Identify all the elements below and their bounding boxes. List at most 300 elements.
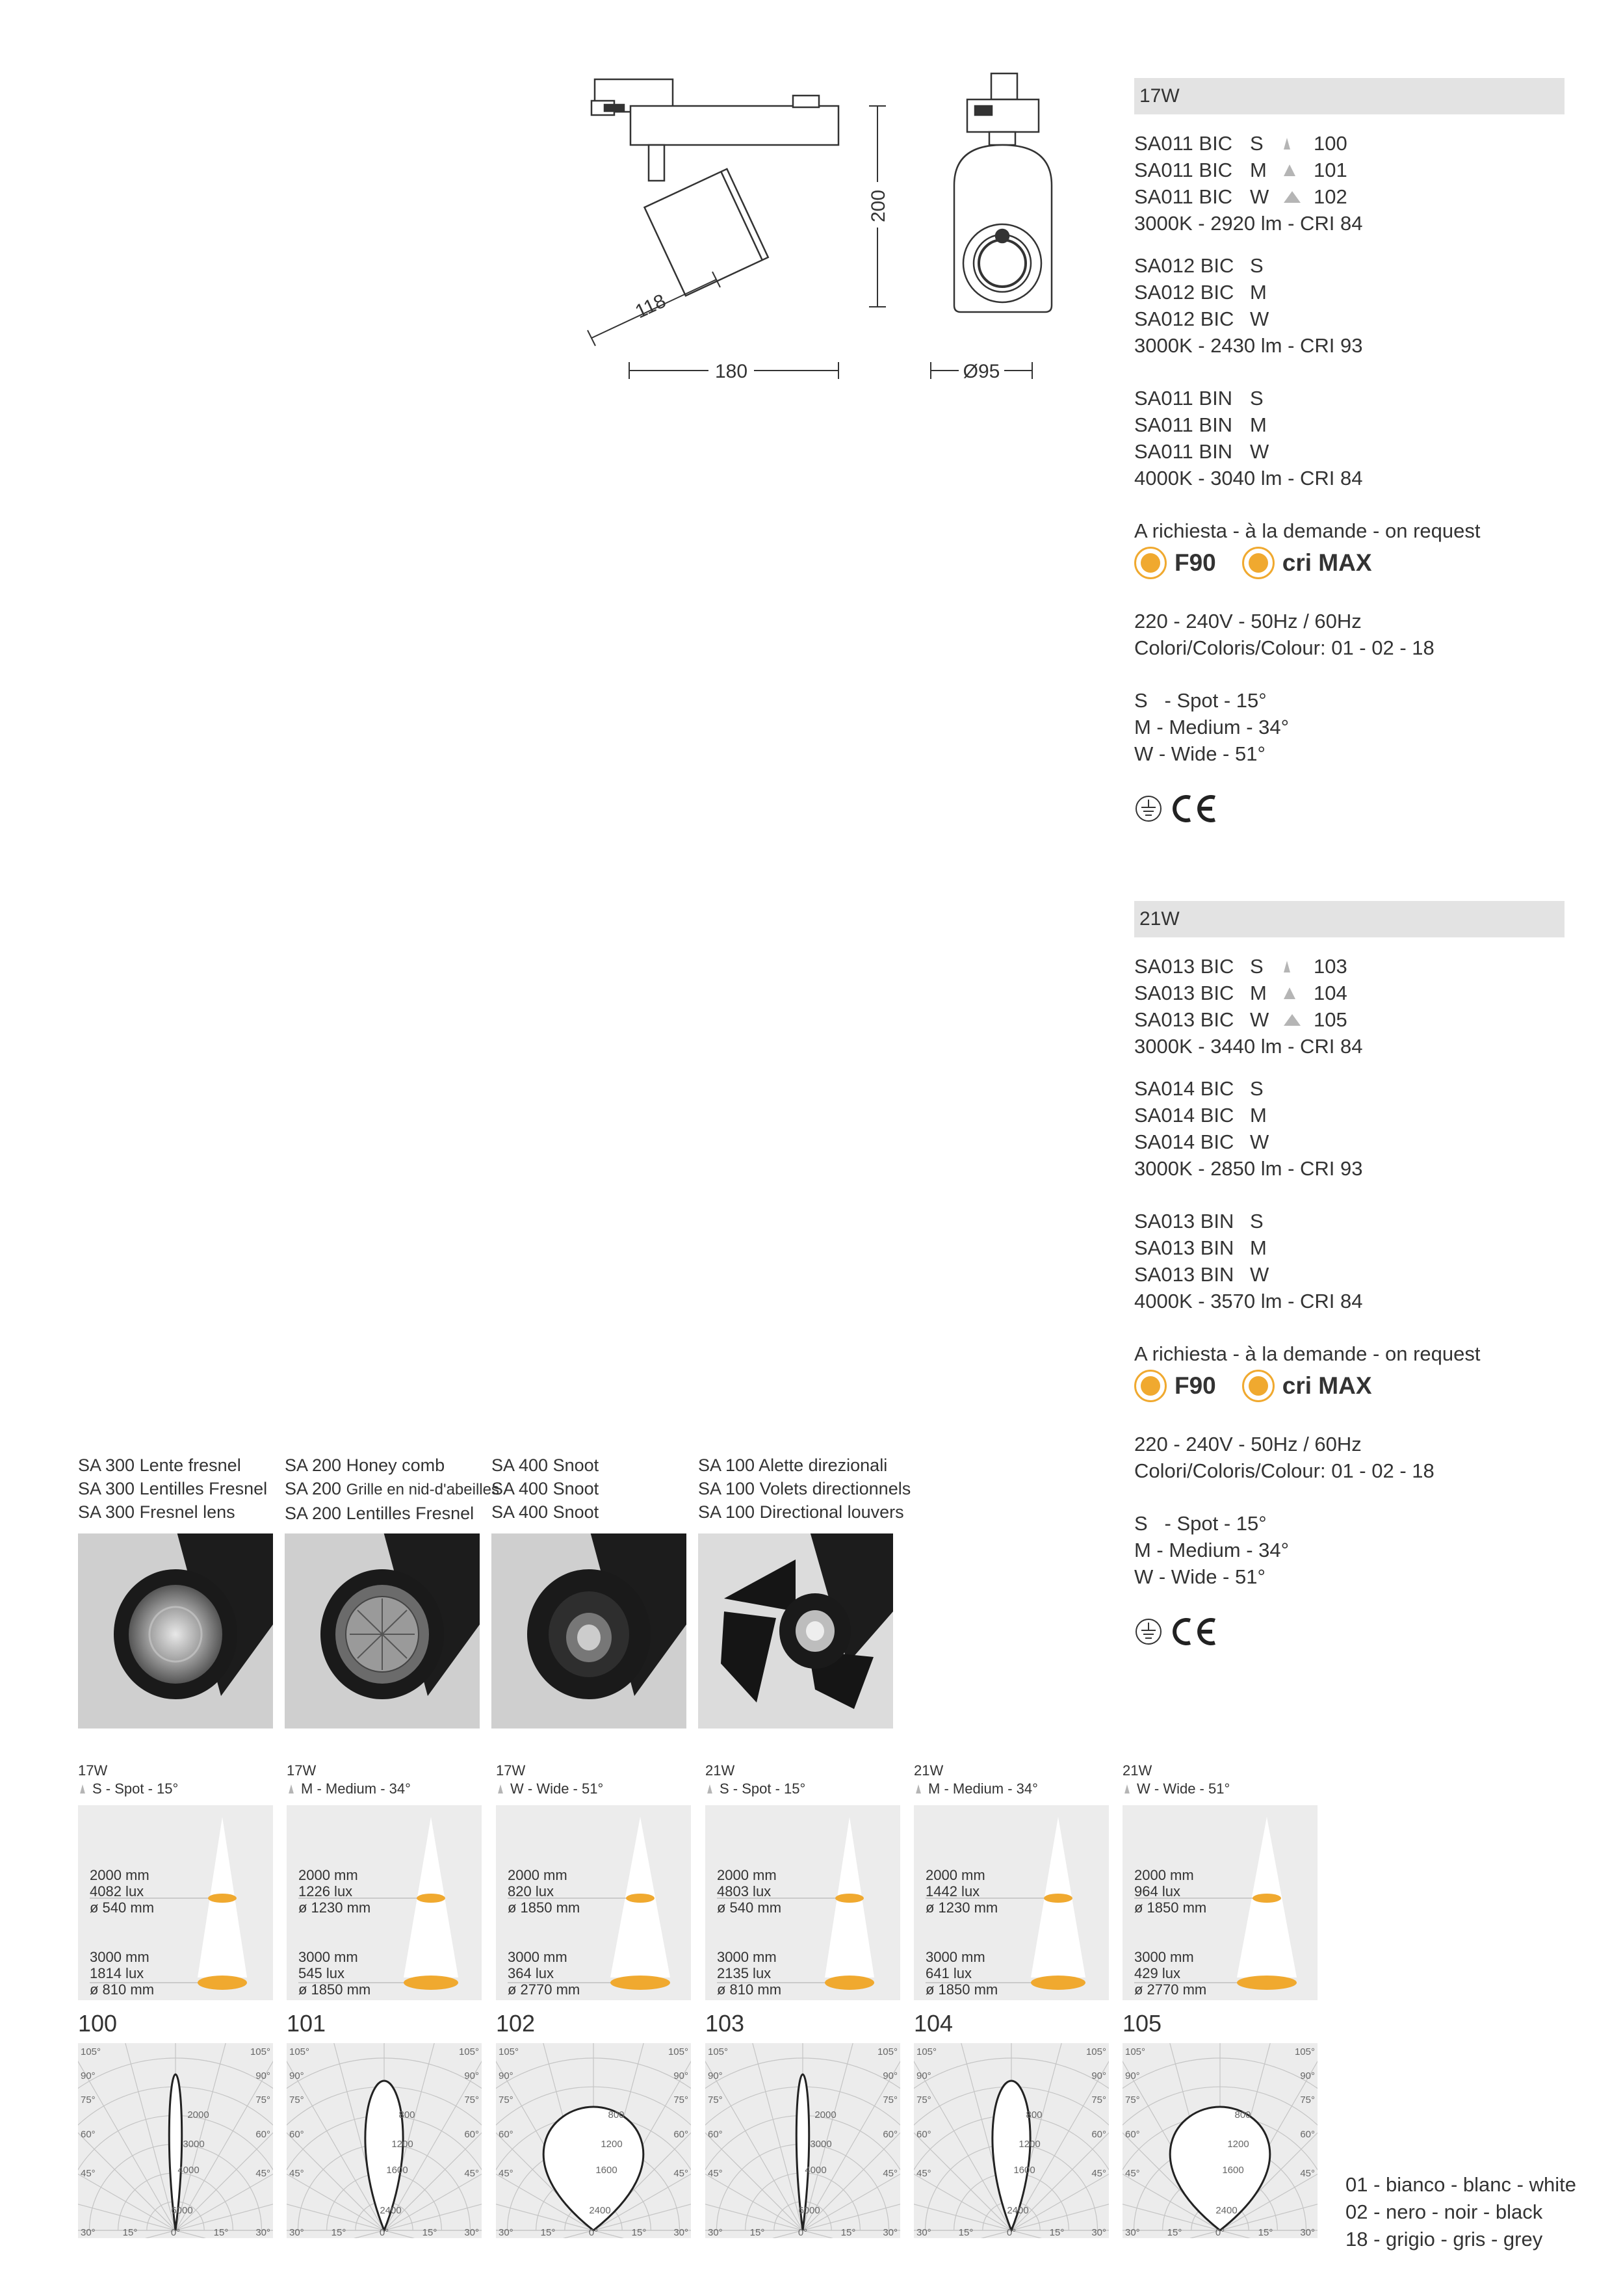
- beam-code: M: [1250, 1236, 1267, 1259]
- options-row: [1134, 1367, 1565, 1405]
- accessory-label-1: SA 100 Alette direzionali: [698, 1455, 888, 1475]
- product-code: SA013 BIC: [1134, 982, 1234, 1004]
- distance-label: 3000 mm: [508, 1949, 567, 1965]
- polar-intensity-label: 2000: [187, 2109, 209, 2120]
- diameter-value: ø 1230 mm: [926, 1899, 998, 1916]
- option-label: cri MAX: [1282, 549, 1372, 576]
- product-row: [1134, 130, 1565, 157]
- near-values: [508, 1867, 580, 1916]
- polar-angle-label: 90°: [916, 2070, 931, 2081]
- dim-width-label: 180: [714, 361, 748, 382]
- beam-triangle-icon: [79, 1784, 86, 1794]
- beam-card-type: [496, 1780, 691, 1798]
- polar-intensity-label: 1600: [386, 2165, 408, 2176]
- product-row: [1134, 411, 1565, 438]
- beam-small-icon: [1284, 961, 1290, 972]
- option-dot-icon: [1134, 1370, 1167, 1402]
- polar-angle-label: 75°: [1300, 2094, 1315, 2106]
- lux-value: 364 lux: [508, 1965, 554, 1981]
- beam-code: W: [1250, 1130, 1269, 1153]
- polar-angle-label: 90°: [1300, 2070, 1315, 2081]
- near-values: [717, 1867, 781, 1916]
- light-spot-far: [1237, 1976, 1297, 1990]
- polar-angle-label: 30°: [708, 2227, 723, 2238]
- polar-angle-label: 30°: [255, 2227, 270, 2238]
- option-label: F90: [1175, 549, 1216, 576]
- snoot-photo: [491, 1533, 686, 1729]
- polar-diagram: [914, 2043, 1109, 2238]
- distance-label: 2000 mm: [90, 1867, 149, 1883]
- product-code: SA014 BIC: [1134, 1130, 1234, 1153]
- polar-angle-label: 0°: [170, 2227, 181, 2238]
- beam-code: S: [1250, 387, 1264, 410]
- polar-angle-label: 15°: [422, 2227, 437, 2238]
- beam-card: [496, 1762, 691, 2238]
- polar-angle-label: 75°: [916, 2094, 931, 2106]
- distance-label: 3000 mm: [717, 1949, 777, 1965]
- polar-intensity-label: 1600: [1013, 2165, 1035, 2176]
- polar-intensity-label: 3000: [810, 2139, 832, 2150]
- accessory-louvers: [698, 1454, 911, 1524]
- fresnel-lens-photo: [78, 1533, 273, 1729]
- accessory-label-2: SA 100 Volets directionnels: [698, 1479, 911, 1498]
- polar-angle-label: 15°: [213, 2227, 229, 2238]
- polar-angle-label: 15°: [749, 2227, 765, 2238]
- polar-angle-label: 45°: [499, 2168, 513, 2179]
- beam-code: S: [1250, 254, 1264, 277]
- beam-wide-icon: [1284, 1014, 1301, 1026]
- beam-card-type: [914, 1780, 1109, 1798]
- photometry-ref: 101: [1314, 159, 1347, 181]
- ce-mark-icon: [1168, 1615, 1220, 1648]
- beam-legend-item: W - Wide - 51°: [1134, 742, 1266, 765]
- beam-code: M: [1250, 982, 1267, 1004]
- polar-angle-label: 60°: [1125, 2129, 1140, 2140]
- diameter-value: ø 540 mm: [90, 1899, 155, 1916]
- lux-value: 545 lux: [298, 1965, 344, 1981]
- polar-angle-label: 0°: [1215, 2227, 1225, 2238]
- beam-legend-item: S - Spot - 15°: [1134, 689, 1267, 712]
- beam-card-type-label: W - Wide - 51°: [510, 1781, 604, 1797]
- polar-intensity-label: 1600: [1222, 2165, 1244, 2176]
- polar-intensity-label: 6000: [171, 2205, 193, 2216]
- polar-angle-label: 105°: [708, 2046, 729, 2057]
- photometry-ref-number: 104: [914, 2010, 954, 2037]
- polar-angle-label: 75°: [255, 2094, 270, 2106]
- distance-label: 2000 mm: [508, 1867, 567, 1883]
- polar-angle-label: 45°: [883, 2168, 898, 2179]
- product-row: [1134, 279, 1565, 306]
- polar-intensity-label: 2400: [1215, 2205, 1238, 2216]
- light-spot-near: [417, 1894, 445, 1903]
- product-row: [1134, 1128, 1565, 1155]
- beam-card-power: 17W: [78, 1762, 108, 1779]
- option-dot-icon: [1134, 547, 1167, 579]
- polar-intensity-label: 1200: [1227, 2139, 1249, 2150]
- polar-angle-label: 60°: [289, 2129, 304, 2140]
- polar-angle-label: 60°: [499, 2129, 513, 2140]
- diameter-value: ø 1850 mm: [926, 1981, 998, 1998]
- near-values: [298, 1867, 370, 1916]
- beam-cone-panel: [1123, 1805, 1318, 2000]
- polar-angle-label: 90°: [464, 2070, 479, 2081]
- polar-intensity-label: 2400: [1007, 2205, 1029, 2216]
- accessory-snoot: [491, 1454, 686, 1524]
- light-spot-far: [610, 1976, 670, 1990]
- louvers-photo: [698, 1533, 893, 1729]
- polar-angle-label: 60°: [464, 2129, 479, 2140]
- photometry-ref: 100: [1314, 132, 1347, 155]
- polar-angle-label: 15°: [122, 2227, 138, 2238]
- polar-angle-label: 105°: [250, 2046, 270, 2057]
- beam-wide-icon: [1284, 191, 1301, 203]
- polar-angle-label: 60°: [883, 2129, 898, 2140]
- polar-angle-label: 90°: [289, 2070, 304, 2081]
- lumen-spec: 3000K - 2920 lm - CRI 84: [1134, 212, 1363, 235]
- photometry-ref: 102: [1314, 185, 1347, 208]
- lux-value: 1442 lux: [926, 1883, 980, 1899]
- polar-angle-label: 75°: [1091, 2094, 1106, 2106]
- polar-angle-label: 45°: [81, 2168, 96, 2179]
- dim-depth-label: 118: [632, 290, 669, 323]
- polar-angle-label: 0°: [379, 2227, 389, 2238]
- polar-angle-label: 45°: [1125, 2168, 1140, 2179]
- product-row: [1134, 157, 1565, 183]
- lux-value: 1814 lux: [90, 1965, 144, 1981]
- light-spot-far: [1031, 1976, 1085, 1990]
- product-row: [1134, 1208, 1565, 1234]
- polar-angle-label: 30°: [464, 2227, 479, 2238]
- product-row: [1134, 252, 1565, 279]
- polar-angle-label: 75°: [464, 2094, 479, 2106]
- product-code: SA011 BIN: [1134, 387, 1233, 410]
- polar-angle-label: 105°: [668, 2046, 688, 2057]
- lux-value: 1226 lux: [298, 1883, 353, 1899]
- polar-angle-label: 105°: [1085, 2046, 1106, 2057]
- product-code: SA013 BIN: [1134, 1236, 1234, 1259]
- polar-angle-label: 90°: [1125, 2070, 1140, 2081]
- polar-diagram: [705, 2043, 900, 2238]
- polar-angle-label: 105°: [1294, 2046, 1315, 2057]
- product-row: [1134, 385, 1565, 411]
- polar-angle-label: 0°: [798, 2227, 808, 2238]
- polar-intensity-label: 2000: [814, 2109, 837, 2120]
- spec-panel-17w: [1134, 78, 1565, 835]
- honeycomb-photo: [285, 1533, 480, 1729]
- product-row: [1134, 953, 1565, 980]
- polar-angle-label: 30°: [81, 2227, 96, 2238]
- beam-code: W: [1250, 1008, 1269, 1031]
- product-code: SA012 BIC: [1134, 281, 1234, 304]
- polar-angle-label: 15°: [540, 2227, 556, 2238]
- polar-angle-label: 105°: [458, 2046, 479, 2057]
- polar-diagram-panel: [496, 2043, 691, 2238]
- beam-card-type-label: M - Medium - 34°: [301, 1781, 411, 1797]
- certification-marks: [1134, 783, 1565, 835]
- polar-angle-label: 105°: [289, 2046, 310, 2057]
- product-row: [1134, 1102, 1565, 1128]
- beam-code: M: [1250, 159, 1267, 181]
- panel-power-band: 17W: [1134, 78, 1565, 114]
- lux-value: 429 lux: [1134, 1965, 1180, 1981]
- beam-card-type-label: W - Wide - 51°: [1137, 1781, 1230, 1797]
- accessory-label-2b: Grille en nid-d'abeilles: [346, 1481, 499, 1498]
- photometry-ref-number: 101: [287, 2010, 326, 2037]
- polar-diagram-panel: [705, 2043, 900, 2238]
- polar-intensity-label: 6000: [798, 2205, 820, 2216]
- diameter-value: ø 1230 mm: [298, 1899, 371, 1916]
- accessory-label-1: SA 300 Lente fresnel: [78, 1455, 241, 1475]
- diameter-value: ø 1850 mm: [508, 1899, 580, 1916]
- colour-legend: [1345, 2171, 1576, 2253]
- photometry-ref-number: 102: [496, 2010, 536, 2037]
- accessory-label-1: SA 400 Snoot: [491, 1455, 599, 1475]
- beam-card: [705, 1762, 900, 2238]
- product-code: SA011 BIC: [1134, 132, 1233, 155]
- polar-angle-label: 90°: [499, 2070, 513, 2081]
- distance-label: 2000 mm: [926, 1867, 985, 1883]
- beam-code: W: [1250, 185, 1269, 208]
- colour-legend-item: 18 - grigio - gris - grey: [1345, 2228, 1543, 2250]
- polar-intensity-label: 1200: [1019, 2139, 1041, 2150]
- beam-card-power: 17W: [287, 1762, 317, 1779]
- polar-angle-label: 105°: [1125, 2046, 1146, 2057]
- diameter-value: ø 1850 mm: [298, 1981, 371, 1998]
- lumen-spec: 3000K - 2850 lm - CRI 93: [1134, 1157, 1363, 1180]
- lumen-spec: 4000K - 3040 lm - CRI 84: [1134, 467, 1363, 489]
- polar-angle-label: 15°: [1167, 2227, 1182, 2238]
- beam-code: W: [1250, 1263, 1269, 1286]
- polar-intensity-label: 2400: [589, 2205, 611, 2216]
- product-code: SA012 BIC: [1134, 307, 1234, 330]
- light-spot-far: [825, 1976, 874, 1990]
- polar-angle-label: 45°: [289, 2168, 304, 2179]
- lumen-spec: 3000K - 2430 lm - CRI 93: [1134, 334, 1363, 357]
- product-code: SA011 BIC: [1134, 159, 1233, 181]
- diameter-value: ø 810 mm: [717, 1981, 782, 1998]
- polar-intensity-label: 1200: [391, 2139, 413, 2150]
- polar-angle-label: 75°: [673, 2094, 688, 2106]
- beam-card: [78, 1762, 273, 2238]
- polar-angle-label: 15°: [331, 2227, 346, 2238]
- polar-angle-label: 75°: [883, 2094, 898, 2106]
- polar-intensity-label: 800: [1026, 2109, 1043, 2120]
- polar-angle-label: 60°: [708, 2129, 723, 2140]
- light-spot-near: [1253, 1894, 1281, 1903]
- polar-diagram: [1123, 2043, 1318, 2238]
- distance-label: 2000 mm: [717, 1867, 777, 1883]
- product-row: [1134, 1006, 1565, 1033]
- beam-cone-panel: [496, 1805, 691, 2000]
- far-values: [90, 1949, 154, 1998]
- ground-icon: [1134, 794, 1163, 823]
- product-row: [1134, 1234, 1565, 1261]
- beam-code: M: [1250, 1104, 1267, 1127]
- beam-cone-panel: [705, 1805, 900, 2000]
- diameter-value: ø 1850 mm: [1134, 1899, 1207, 1916]
- product-row: [1134, 980, 1565, 1006]
- polar-angle-label: 0°: [1006, 2227, 1017, 2238]
- far-values: [1134, 1949, 1206, 1998]
- beam-legend-item: M - Medium - 34°: [1134, 716, 1290, 738]
- dim-height-label: 200: [868, 189, 889, 223]
- option-label: cri MAX: [1282, 1372, 1372, 1399]
- technical-drawing: [507, 62, 1066, 413]
- polar-angle-label: 45°: [1091, 2168, 1106, 2179]
- polar-angle-label: 60°: [1091, 2129, 1106, 2140]
- polar-angle-label: 90°: [1091, 2070, 1106, 2081]
- beam-card: [287, 1762, 482, 2238]
- polar-angle-label: 30°: [916, 2227, 931, 2238]
- lux-value: 641 lux: [926, 1965, 972, 1981]
- ce-mark-icon: [1168, 792, 1220, 825]
- polar-angle-label: 45°: [916, 2168, 931, 2179]
- beam-code: W: [1250, 307, 1269, 330]
- colour-spec: Colori/Coloris/Colour: 01 - 02 - 18: [1134, 636, 1435, 659]
- accessory-label-3: SA 300 Fresnel lens: [78, 1502, 235, 1522]
- ground-icon: [1134, 1617, 1163, 1646]
- near-values: [90, 1867, 154, 1916]
- polar-intensity-label: 1600: [595, 2165, 617, 2176]
- product-row: [1134, 183, 1565, 210]
- photometry-ref-number: 105: [1123, 2010, 1162, 2037]
- distance-label: 3000 mm: [298, 1949, 358, 1965]
- polar-angle-label: 60°: [255, 2129, 270, 2140]
- beam-code: W: [1250, 440, 1269, 463]
- lux-value: 4082 lux: [90, 1883, 144, 1899]
- beam-code: S: [1250, 955, 1264, 978]
- polar-intensity-label: 3000: [183, 2139, 205, 2150]
- beam-cone-panel: [78, 1805, 273, 2000]
- colour-spec: Colori/Coloris/Colour: 01 - 02 - 18: [1134, 1459, 1435, 1482]
- polar-angle-label: 30°: [1091, 2227, 1106, 2238]
- distance-label: 2000 mm: [298, 1867, 358, 1883]
- product-code: SA013 BIN: [1134, 1263, 1234, 1286]
- polar-angle-label: 75°: [1125, 2094, 1140, 2106]
- light-spot-near: [835, 1894, 864, 1903]
- request-label: A richiesta - à la demande - on request: [1134, 519, 1481, 542]
- lux-value: 4803 lux: [717, 1883, 772, 1899]
- beam-triangle-icon: [497, 1784, 504, 1794]
- polar-angle-label: 45°: [708, 2168, 723, 2179]
- accessory-label-3: SA 200 Lentilles Fresnel: [285, 1504, 474, 1523]
- accessory-label-2a: SA 200: [285, 1479, 342, 1498]
- beam-card-power: 21W: [1123, 1762, 1152, 1779]
- beam-legend-item: S - Spot - 15°: [1134, 1512, 1267, 1535]
- accessory-label-3: SA 400 Snoot: [491, 1502, 599, 1522]
- polar-diagram-panel: [1123, 2043, 1318, 2238]
- polar-angle-label: 15°: [958, 2227, 974, 2238]
- polar-intensity-label: 1200: [601, 2139, 623, 2150]
- polar-angle-label: 105°: [81, 2046, 101, 2057]
- lumen-spec: 4000K - 3570 lm - CRI 84: [1134, 1290, 1363, 1312]
- polar-angle-label: 45°: [464, 2168, 479, 2179]
- polar-angle-label: 0°: [588, 2227, 599, 2238]
- polar-angle-label: 60°: [673, 2129, 688, 2140]
- accessory-label-1: SA 200 Honey comb: [285, 1455, 445, 1475]
- beam-cone-panel: [287, 1805, 482, 2000]
- colour-legend-item: 01 - bianco - blanc - white: [1345, 2173, 1576, 2196]
- light-spot-near: [626, 1894, 655, 1903]
- polar-angle-label: 75°: [81, 2094, 96, 2106]
- polar-angle-label: 30°: [883, 2227, 898, 2238]
- polar-diagram: [287, 2043, 482, 2238]
- option-dot-icon: [1242, 1370, 1275, 1402]
- product-row: [1134, 438, 1565, 465]
- beam-card-type: [78, 1780, 273, 1798]
- accessory-honeycomb: [285, 1454, 499, 1525]
- photometry-ref: 104: [1314, 982, 1347, 1004]
- diameter-value: ø 810 mm: [90, 1981, 155, 1998]
- polar-angle-label: 60°: [1300, 2129, 1315, 2140]
- polar-angle-label: 15°: [840, 2227, 856, 2238]
- polar-diagram: [78, 2043, 273, 2238]
- beam-legend-item: W - Wide - 51°: [1134, 1565, 1266, 1588]
- polar-diagram: [496, 2043, 691, 2238]
- polar-angle-label: 45°: [255, 2168, 270, 2179]
- options-row: [1134, 544, 1565, 582]
- product-code: SA013 BIN: [1134, 1210, 1234, 1233]
- polar-angle-label: 30°: [499, 2227, 513, 2238]
- product-code: SA013 BIC: [1134, 955, 1234, 978]
- beam-code: S: [1250, 1077, 1264, 1100]
- polar-angle-label: 30°: [673, 2227, 688, 2238]
- polar-angle-label: 105°: [916, 2046, 937, 2057]
- spec-panel-21w: [1134, 901, 1565, 1658]
- distance-label: 3000 mm: [926, 1949, 985, 1965]
- lumen-spec: 3000K - 3440 lm - CRI 84: [1134, 1035, 1363, 1058]
- product-row: [1134, 306, 1565, 332]
- polar-angle-label: 60°: [81, 2129, 96, 2140]
- beam-card-type: [705, 1780, 900, 1798]
- polar-angle-label: 15°: [1049, 2227, 1065, 2238]
- polar-angle-label: 90°: [708, 2070, 723, 2081]
- polar-angle-label: 45°: [1300, 2168, 1315, 2179]
- polar-diagram-panel: [287, 2043, 482, 2238]
- product-code: SA011 BIC: [1134, 185, 1233, 208]
- far-values: [926, 1949, 998, 1998]
- polar-angle-label: 15°: [631, 2227, 647, 2238]
- accessory-label-2: SA 400 Snoot: [491, 1479, 599, 1498]
- beam-card-type: [1123, 1780, 1318, 1798]
- beam-medium-icon: [1284, 987, 1295, 999]
- beam-legend-item: M - Medium - 34°: [1134, 1539, 1290, 1561]
- far-values: [508, 1949, 580, 1998]
- distance-label: 2000 mm: [1134, 1867, 1194, 1883]
- dim-diameter-label: Ø95: [963, 361, 1000, 382]
- beam-code: S: [1250, 1210, 1264, 1233]
- diameter-value: ø 540 mm: [717, 1899, 782, 1916]
- polar-angle-label: 75°: [499, 2094, 513, 2106]
- polar-angle-label: 90°: [673, 2070, 688, 2081]
- product-code: SA011 BIN: [1134, 440, 1233, 463]
- beam-card: [914, 1762, 1109, 2238]
- polar-angle-label: 45°: [673, 2168, 688, 2179]
- beam-small-icon: [1284, 138, 1290, 150]
- polar-angle-label: 90°: [255, 2070, 270, 2081]
- polar-diagram-panel: [914, 2043, 1109, 2238]
- polar-angle-label: 30°: [1300, 2227, 1315, 2238]
- beam-triangle-icon: [288, 1784, 294, 1794]
- polar-angle-label: 30°: [289, 2227, 304, 2238]
- polar-intensity-label: 800: [1234, 2109, 1251, 2120]
- polar-intensity-label: 2400: [380, 2205, 402, 2216]
- near-values: [926, 1867, 998, 1916]
- beam-triangle-icon: [1124, 1784, 1130, 1794]
- polar-angle-label: 90°: [81, 2070, 96, 2081]
- beam-cone-panel: [914, 1805, 1109, 2000]
- photometry-ref-number: 100: [78, 2010, 118, 2037]
